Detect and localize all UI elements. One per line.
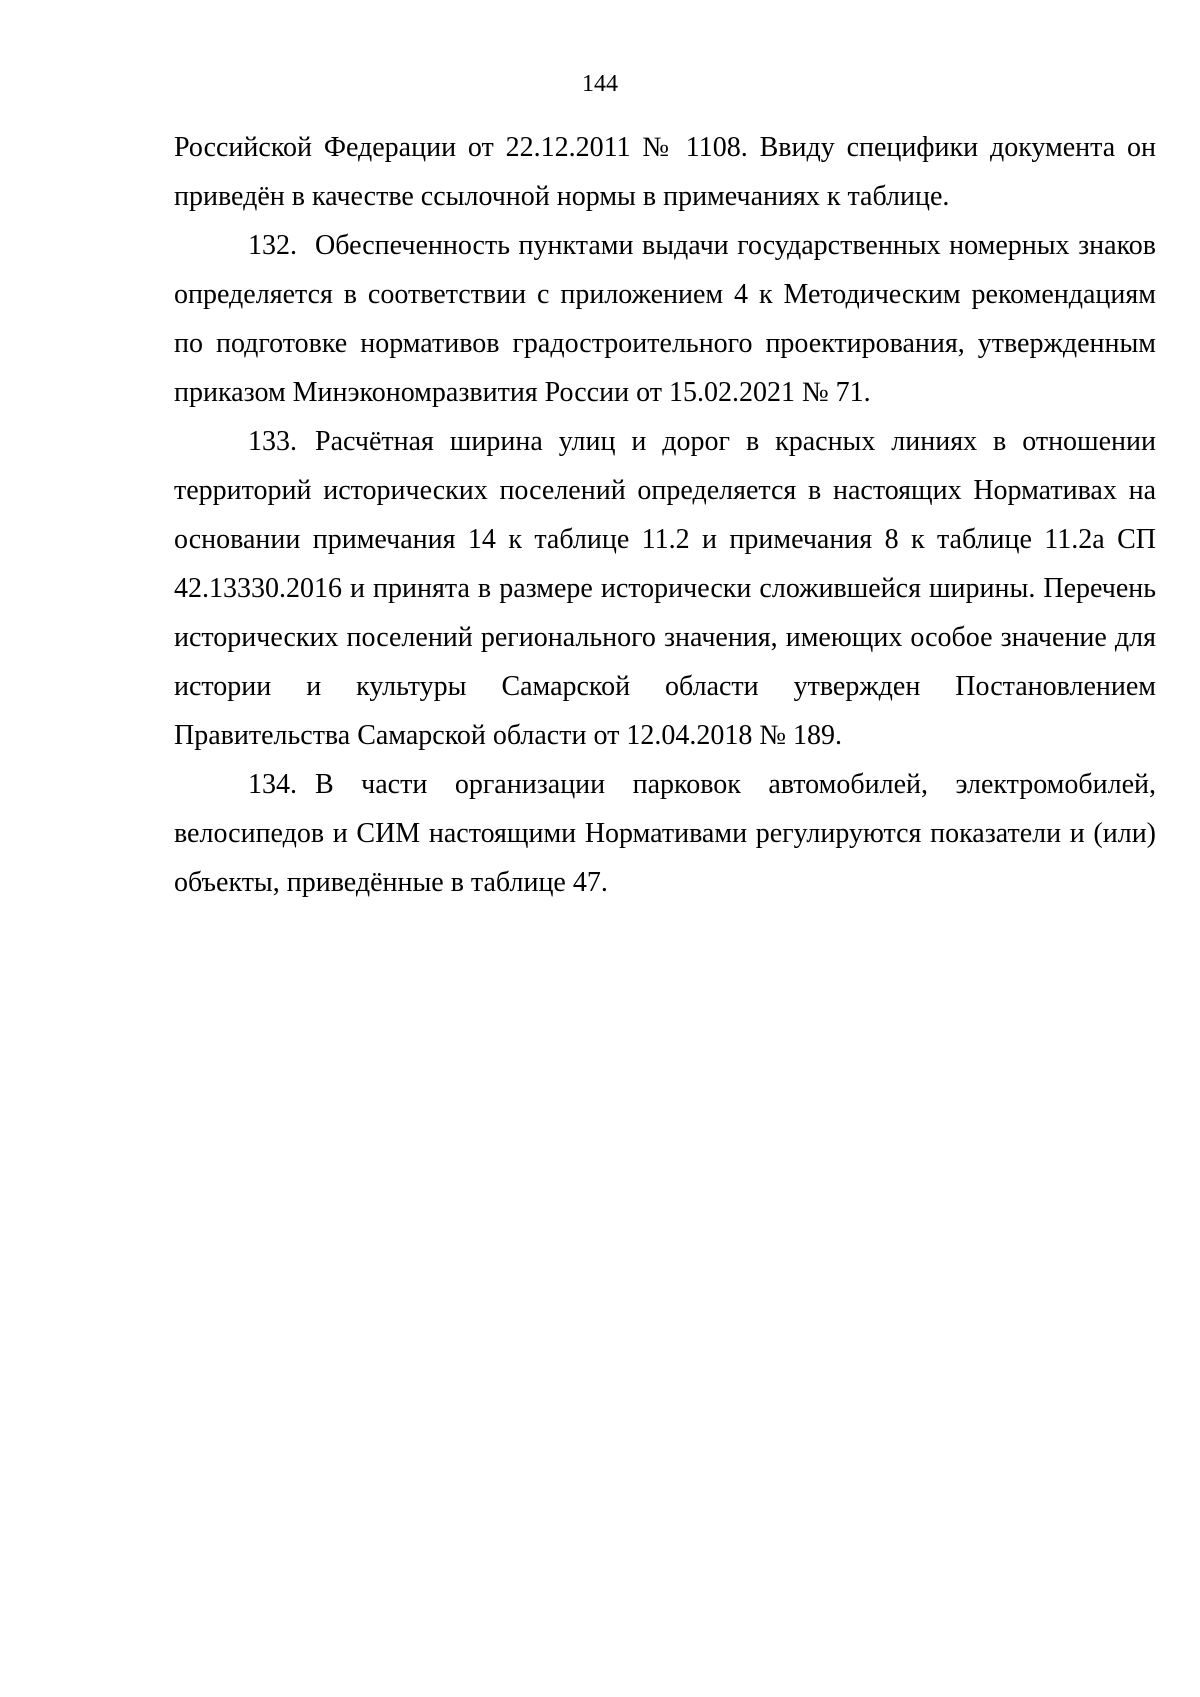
document-body: [174, 123, 1156, 907]
paragraph-text: Расчётная ширина улиц и дорог в красных линиях в отношении территорий исторических поселений определяется в настоящих Нормативах на основании примечания 14 к таблице 11.2 и примечания 8 к таблице 11.2а СП 42.13330.2016 и принята в размере исторически сложившейся ширины. Перечень исторических поселений регионального значения, имеющих особое значение для истории и культуры Самарской области утвержден Постановлением Правительства Самарской области от 12.04.2018 № 189.: [174, 426, 1156, 751]
paragraph-text: Обеспеченность пунктами выдачи государственных номерных знаков определяется в соответствии с приложением 4 к Методическим рекомендациям по подготовке нормативов градостроительного проектирования, утвержденным приказом Минэкономразвития России от 15.02.2021 № 71.: [174, 230, 1156, 408]
paragraph-text: Российской Федерации от 22.12.2011 № 1108. Ввиду специфики документа он приведён в качестве ссылочной нормы в примечаниях к таблице.: [174, 132, 1156, 212]
page-number: 144: [582, 71, 618, 97]
paragraph-134: [174, 760, 1156, 907]
paragraph-number: 133.: [248, 426, 297, 457]
paragraph-continuation: [174, 123, 1156, 221]
paragraph-133: [174, 417, 1156, 760]
paragraph-text: В части организации парковок автомобилей, электромобилей, велосипедов и СИМ настоящими Нормативами регулируются показатели и (или) объекты, приведённые в таблице 47.: [174, 769, 1156, 898]
paragraph-number: 134.: [248, 769, 297, 800]
paragraph-132: [174, 221, 1156, 417]
paragraph-number: 132.: [248, 230, 297, 261]
